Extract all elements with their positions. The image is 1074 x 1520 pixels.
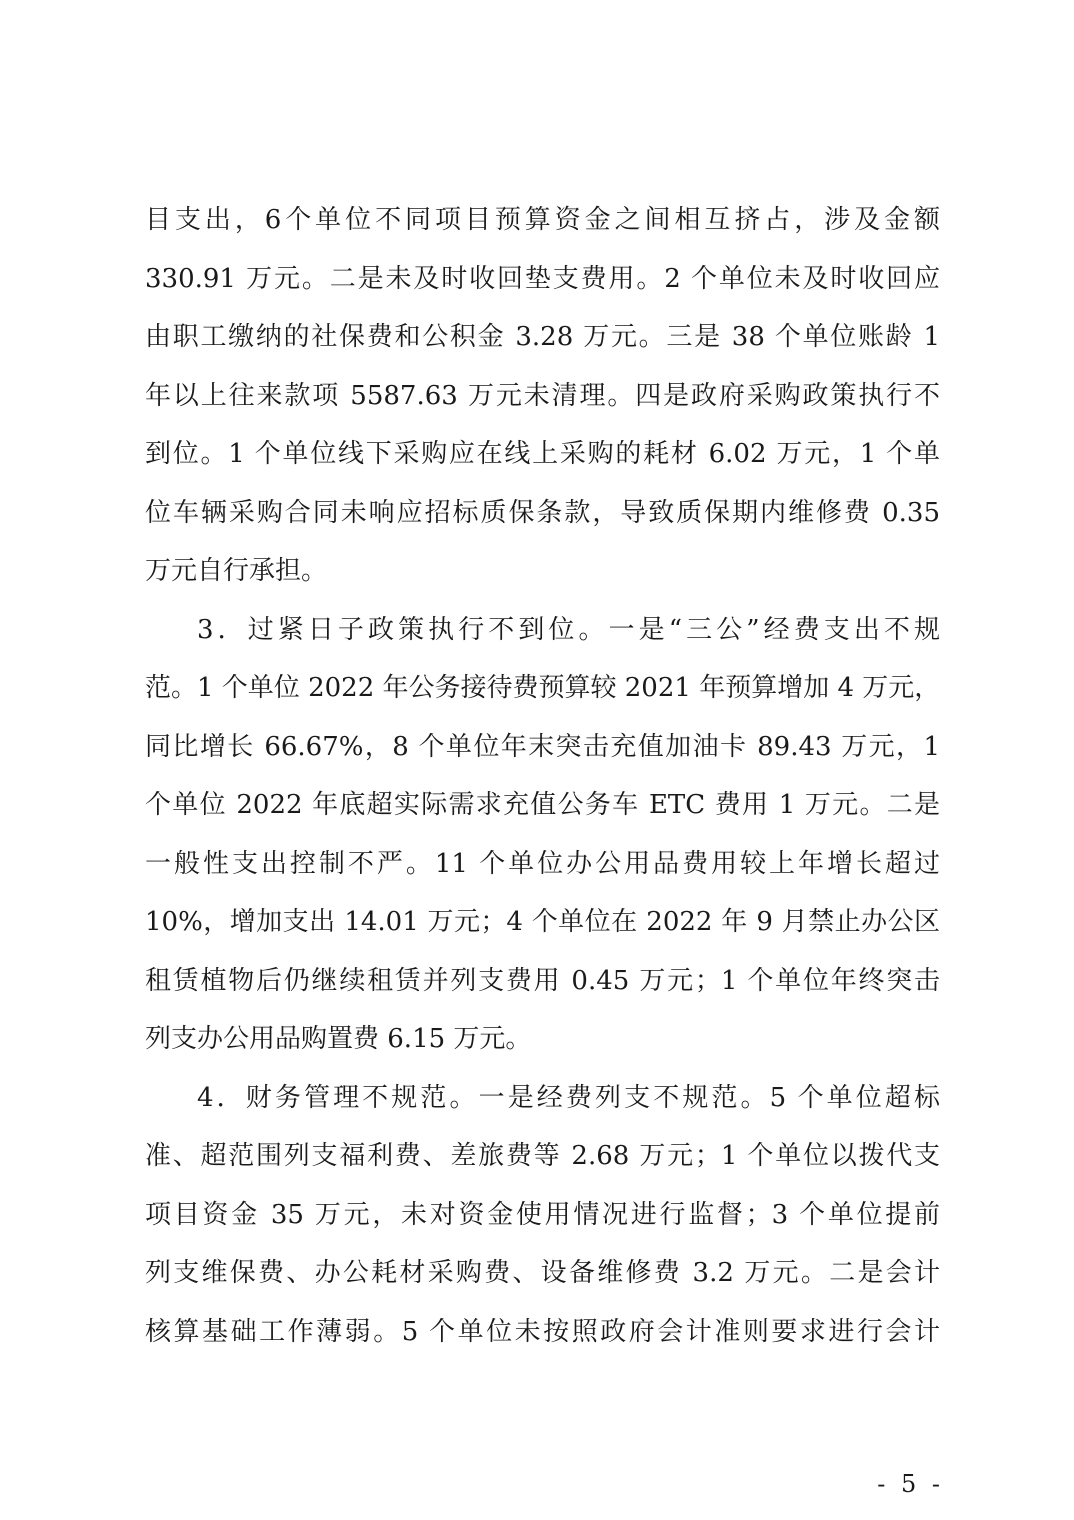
paragraph-1-line-3: 由职工缴纳的社保费和公积金 3.28 万元。三是 38 个单位账龄 1	[145, 322, 940, 352]
paragraph-1-line-6: 位车辆采购合同未响应招标质保条款，导致质保期内维修费 0.35	[145, 498, 940, 528]
paragraph-3-line-3: 项目资金 35 万元，未对资金使用情况进行监督；3 个单位提前	[145, 1200, 940, 1230]
paragraph-1-line-1: 目支出，6个单位不同项目预算资金之间相互挤占，涉及金额	[145, 205, 940, 235]
paragraph-3-line-2: 准、超范围列支福利费、差旅费等 2.68 万元；1 个单位以拨代支	[145, 1141, 940, 1171]
paragraph-2-line-2: 范。1 个单位 2022 年公务接待费预算较 2021 年预算增加 4 万元，	[145, 673, 940, 703]
paragraph-2-line-5: 一般性支出控制不严。11 个单位办公用品费用较上年增长超过	[145, 849, 940, 879]
paragraph-2-line-8: 列支办公用品购置费 6.15 万元。	[145, 1024, 532, 1054]
paragraph-2-line-7: 租赁植物后仍继续租赁并列支费用 0.45 万元；1 个单位年终突击	[145, 966, 940, 996]
page-number: - 5 -	[877, 1470, 944, 1498]
paragraph-3-line-1: 4．财务管理不规范。一是经费列支不规范。5 个单位超标	[197, 1083, 940, 1113]
paragraph-2-line-4: 个单位 2022 年底超实际需求充值公务车 ETC 费用 1 万元。二是	[145, 790, 940, 820]
paragraph-1-line-2: 330.91 万元。二是未及时收回垫支费用。2 个单位未及时收回应	[145, 264, 940, 294]
paragraph-1-line-7: 万元自行承担。	[145, 556, 328, 586]
paragraph-1-line-4: 年以上往来款项 5587.63 万元未清理。四是政府采购政策执行不	[145, 381, 940, 411]
paragraph-2-line-6: 10%，增加支出 14.01 万元；4 个单位在 2022 年 9 月禁止办公区	[145, 907, 940, 937]
paragraph-3-line-5: 核算基础工作薄弱。5 个单位未按照政府会计准则要求进行会计	[145, 1317, 940, 1347]
paragraph-1-line-5: 到位。1 个单位线下采购应在线上采购的耗材 6.02 万元，1 个单	[145, 439, 940, 469]
paragraph-2-line-1: 3．过紧日子政策执行不到位。一是“三公”经费支出不规	[197, 615, 940, 645]
paragraph-2-line-3: 同比增长 66.67%，8 个单位年末突击充值加油卡 89.43 万元，1	[145, 732, 940, 762]
paragraph-3-line-4: 列支维保费、办公耗材采购费、设备维修费 3.2 万元。二是会计	[145, 1258, 940, 1288]
